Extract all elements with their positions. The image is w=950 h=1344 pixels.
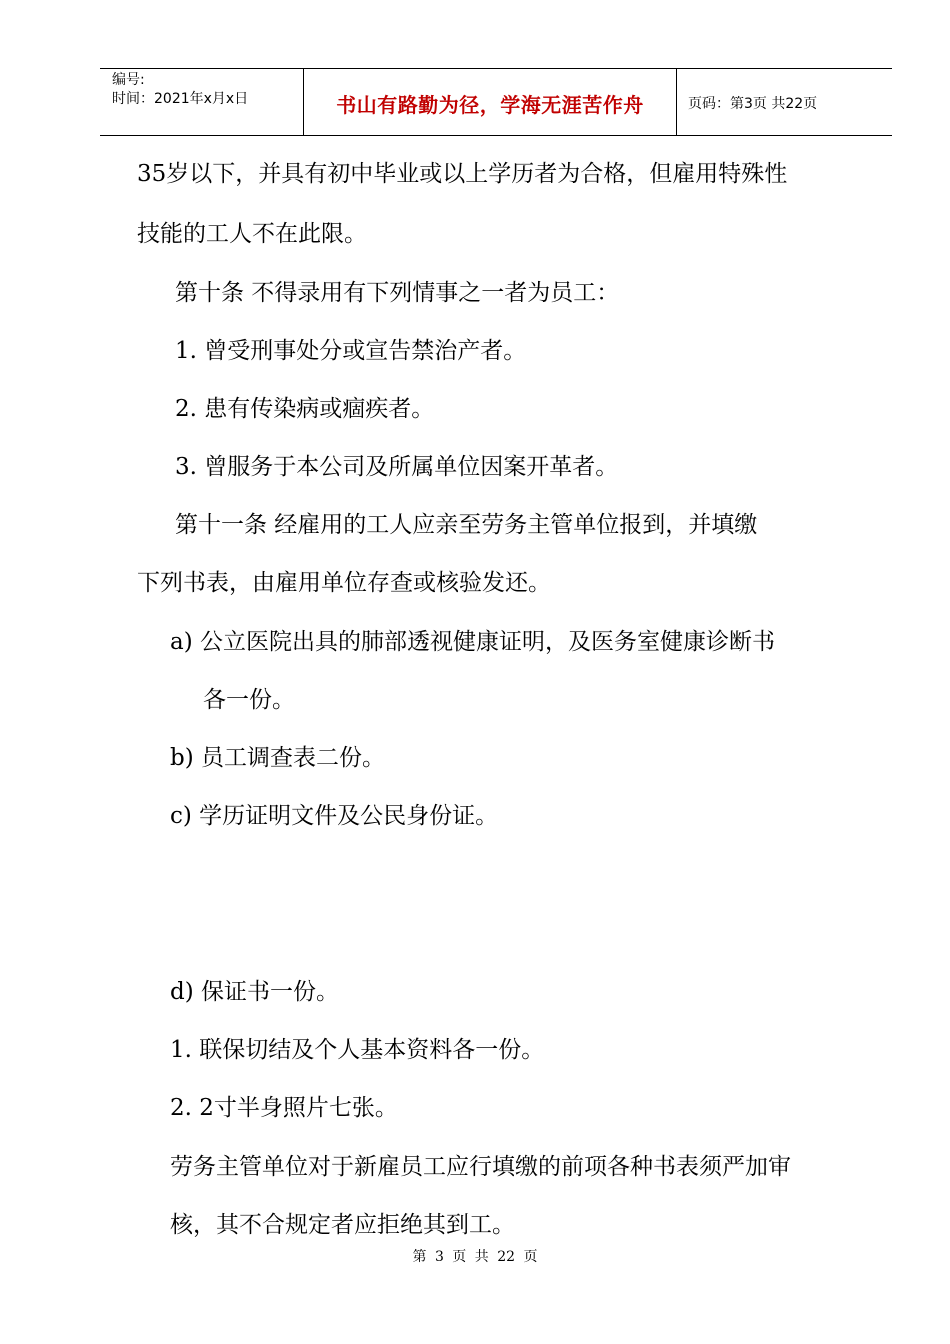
list-item: 2. 患有传染病或痼疾者。 [175,396,435,422]
header-page-info: 页码：第3页 共22页 [688,96,818,112]
body-line: 技能的工人不在此限。 [137,221,367,247]
list-item-continuation: 各一份。 [203,687,295,713]
list-item: d) 保证书一份。 [170,979,340,1005]
header-motto: 书山有路勤为径，学海无涯苦作舟 [336,93,644,117]
list-item: 1. 联保切结及个人基本资料各一份。 [170,1037,545,1063]
article-heading: 第十条 不得录用有下列情事之一者为员工： [175,280,620,306]
page-header [100,68,892,136]
list-item: 2. 2寸半身照片七张。 [170,1095,398,1121]
list-item: 3. 曾服务于本公司及所属单位因案开革者。 [175,454,619,480]
list-item: c) 学历证明文件及公民身份证。 [170,803,499,829]
header-meta [112,71,248,109]
body-line: 35岁以下，并具有初中毕业或以上学历者为合格，但雇用特殊性 [137,161,788,187]
header-divider [676,69,677,135]
document-number-label: 编号: [112,72,145,88]
list-item: 1. 曾受刑事处分或宣告禁治产者。 [175,338,527,364]
list-item: b) 员工调查表二份。 [170,745,386,771]
document-time-label: 时间：2021年x月x日 [112,91,249,107]
list-item: a) 公立医院出具的肺部透视健康证明，及医务室健康诊断书 [170,629,775,655]
article-heading: 第十一条 经雇用的工人应亲至劳务主管单位报到，并填缴 [175,512,758,538]
body-line: 劳务主管单位对于新雇员工应行填缴的前项各种书表须严加审 [170,1154,791,1180]
body-line: 下列书表，由雇用单位存查或核验发还。 [137,570,551,596]
body-line: 核，其不合规定者应拒绝其到工。 [170,1212,515,1238]
page-footer: 第 3 页 共 22 页 [412,1249,538,1265]
